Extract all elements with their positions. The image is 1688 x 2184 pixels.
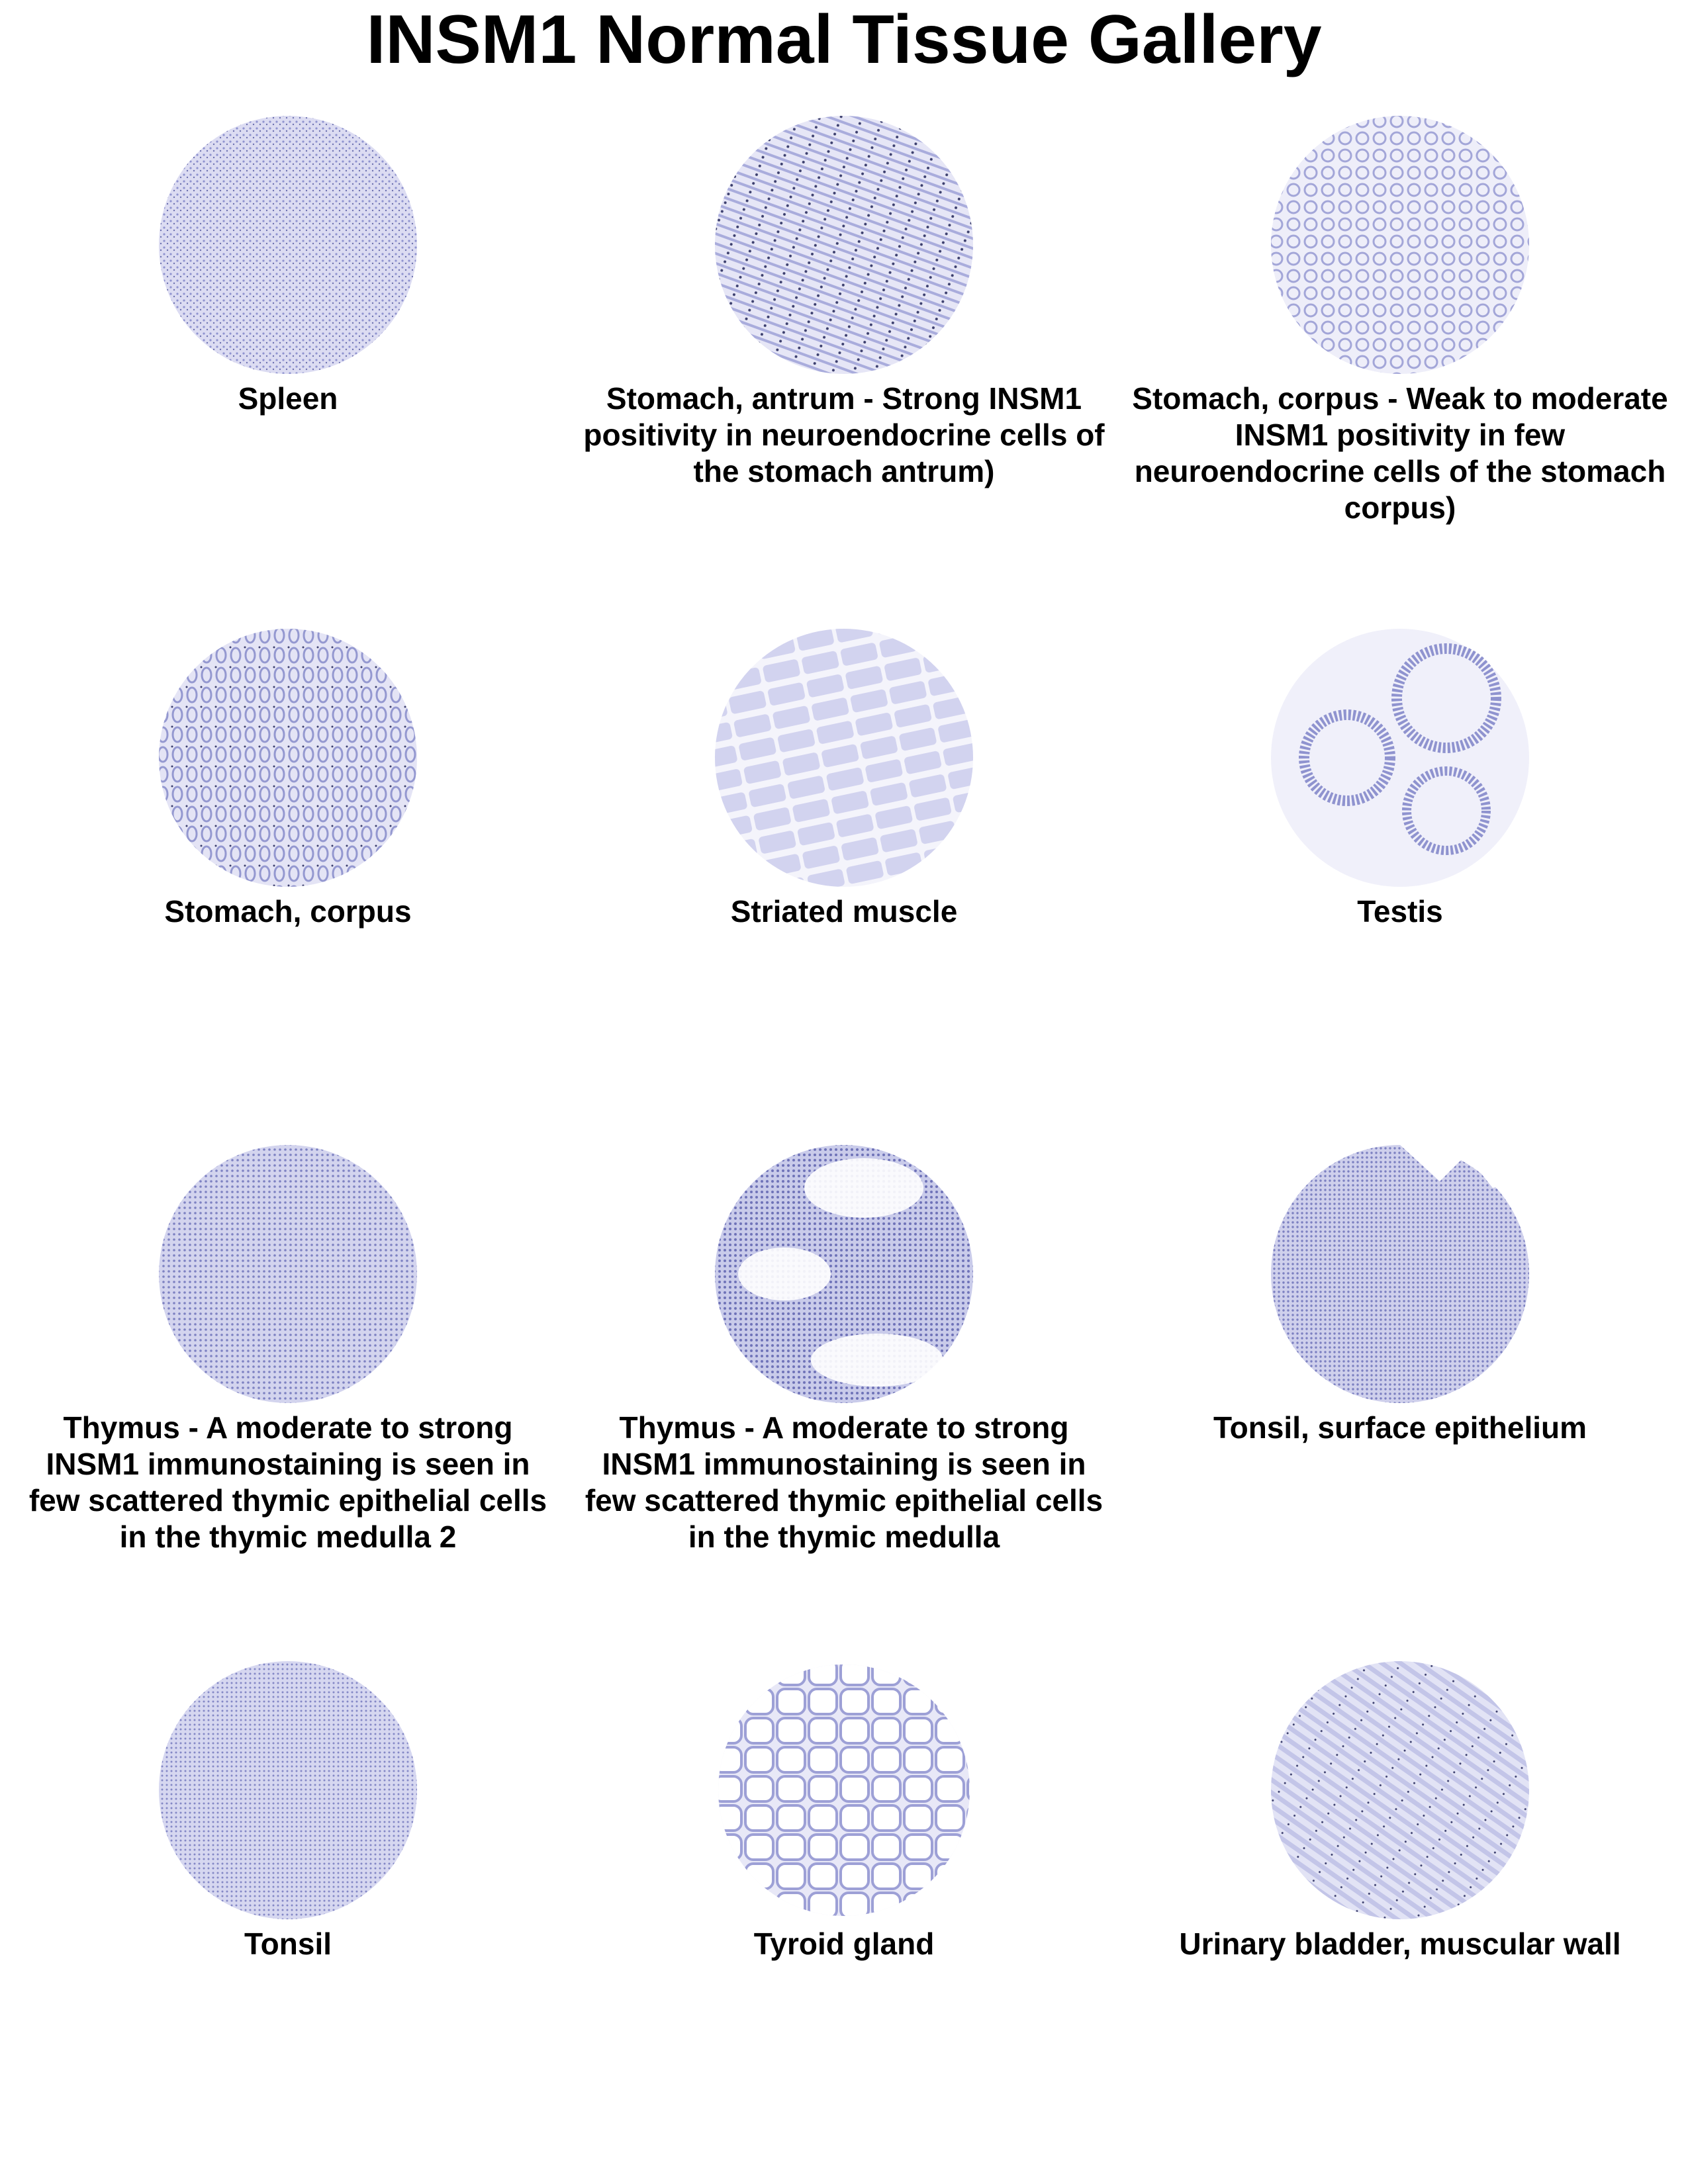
panel-caption: Striated muscle bbox=[730, 894, 958, 929]
page-title: INSM1 Normal Tissue Gallery bbox=[366, 1, 1322, 78]
panel-caption: Tyroid gland bbox=[753, 1927, 935, 1961]
panel-caption: Tonsil bbox=[244, 1927, 332, 1961]
tissue-core-image bbox=[712, 1658, 976, 1923]
tissue-core-image bbox=[156, 625, 420, 890]
tissue-core-image bbox=[712, 1142, 976, 1406]
panel-caption: Stomach, antrum - Strong INSM1 positivity in neuroendocrine cells of the stomach antrum) bbox=[583, 381, 1105, 488]
tissue-core-image bbox=[156, 1658, 420, 1923]
panel-caption: Tonsil, surface epithelium bbox=[1213, 1410, 1587, 1445]
tissue-core-image bbox=[156, 113, 420, 377]
panel-caption: Testis bbox=[1357, 894, 1443, 929]
panel-caption: Spleen bbox=[238, 381, 338, 416]
panel-caption: Stomach, corpus bbox=[164, 894, 412, 929]
tissue-core-image bbox=[712, 113, 976, 377]
panel-caption: Urinary bladder, muscular wall bbox=[1179, 1927, 1621, 1961]
tissue-core-image bbox=[1268, 1142, 1532, 1406]
panel-caption: Thymus - A moderate to strong INSM1 immunostaining is seen in few scattered thymic epithelial cells in the thymic medulla bbox=[585, 1410, 1103, 1554]
tissue-core-image bbox=[1268, 1658, 1532, 1923]
tissue-core-image bbox=[156, 1142, 420, 1406]
tissue-core-image bbox=[1268, 625, 1532, 890]
panel-caption: Thymus - A moderate to strong INSM1 immunostaining is seen in few scattered thymic epithelial cells in the thymic medulla 2 bbox=[28, 1410, 547, 1554]
panel-caption: Stomach, corpus - Weak to moderate INSM1 positivity in few neuroendocrine cells of the stomach corpus) bbox=[1132, 381, 1668, 525]
tissue-core-image bbox=[712, 625, 976, 890]
tissue-core-image bbox=[1268, 113, 1532, 377]
